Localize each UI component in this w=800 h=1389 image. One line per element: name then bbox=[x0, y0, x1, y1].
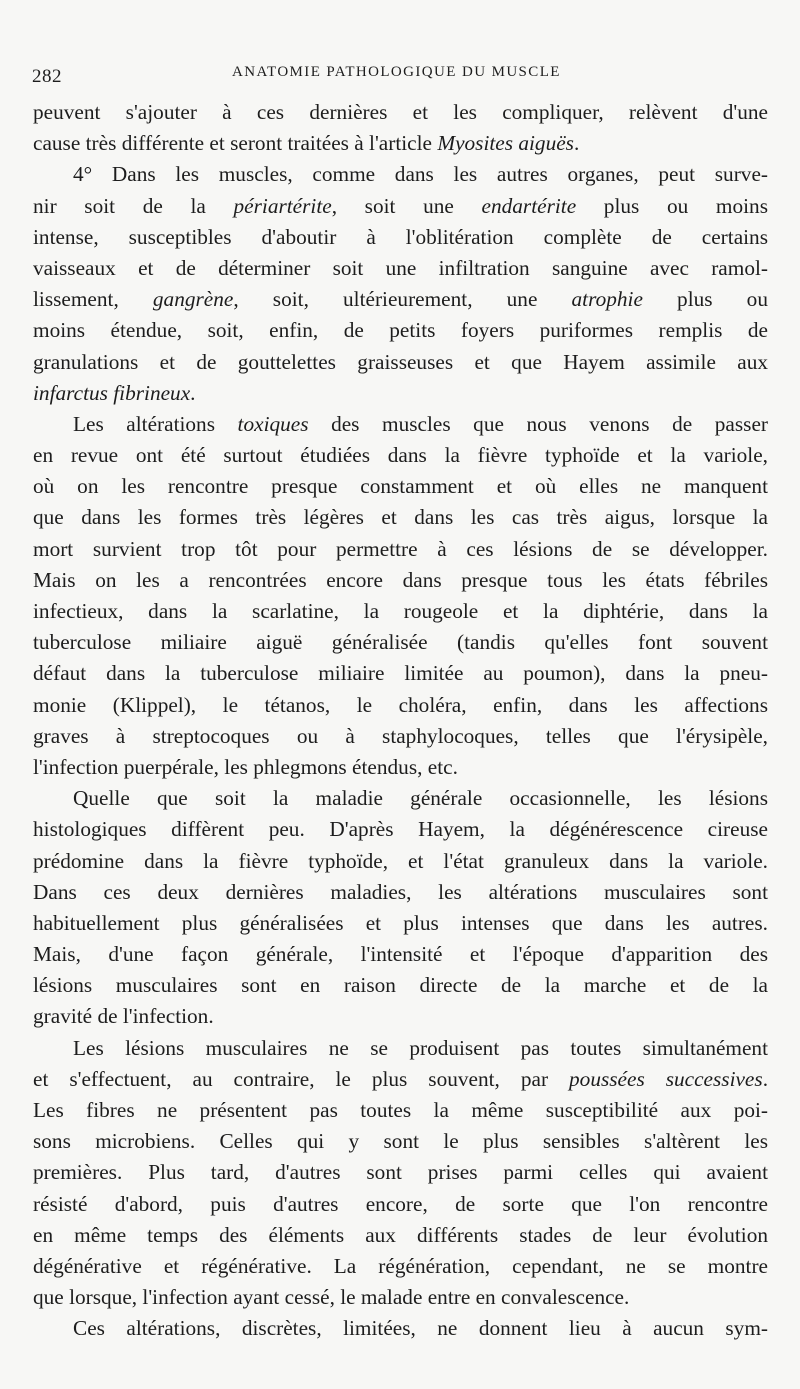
text-segment: tuberculose miliaire aiguë généralisée (tandis qu'elles font souvent bbox=[33, 630, 768, 655]
text-line bbox=[33, 814, 768, 845]
text-segment: en revue ont été surtout étudiées dans la fièvre typhoïde et la variole, bbox=[33, 443, 768, 468]
text-segment: , soit une bbox=[331, 193, 482, 218]
text-line bbox=[33, 596, 768, 627]
text-segment: sons microbiens. Celles qui y sont le plus sensibles s'altèrent les bbox=[33, 1129, 768, 1154]
italic-text: endartérite bbox=[481, 193, 577, 218]
text-line bbox=[33, 939, 768, 970]
text-segment: défaut dans la tuberculose miliaire limitée au poumon), dans la pneu- bbox=[33, 661, 768, 686]
text-segment: plus ou bbox=[642, 287, 768, 312]
text-segment: prédomine dans la fièvre typhoïde, et l'état granuleux dans la variole. bbox=[33, 848, 768, 873]
text-segment: lésions musculaires sont en raison directe de la marche et de la bbox=[33, 973, 768, 998]
text-line bbox=[33, 1157, 768, 1188]
text-line bbox=[33, 721, 768, 752]
text-segment: habituellement plus généralisées et plus intenses que dans les autres. bbox=[33, 910, 768, 935]
text-segment: Mais on les a rencontrées encore dans presque tous les états fébriles bbox=[33, 567, 768, 592]
text-segment: histologiques diffèrent peu. D'après Hayem, la dégénérescence cireuse bbox=[33, 817, 768, 842]
text-line bbox=[33, 752, 768, 783]
text-segment: gravité de l'infection. bbox=[33, 1004, 214, 1029]
text-segment: plus ou moins bbox=[576, 193, 768, 218]
text-line bbox=[33, 284, 768, 315]
text-segment: où on les rencontre presque constamment et où elles ne manquent bbox=[33, 474, 768, 499]
running-head bbox=[32, 62, 760, 86]
text-segment: vaisseaux et de déterminer soit une infiltration sanguine avec ramol- bbox=[33, 255, 768, 280]
text-segment: Dans ces deux dernières maladies, les altérations musculaires sont bbox=[33, 879, 768, 904]
text-line bbox=[33, 1282, 768, 1313]
italic-text: infarctus fibrineux bbox=[33, 380, 191, 405]
text-segment: infectieux, dans la scarlatine, la rougeole et la diphtérie, dans la bbox=[33, 599, 768, 623]
text-line bbox=[33, 1001, 768, 1032]
text-line bbox=[33, 315, 768, 346]
body-text bbox=[33, 97, 768, 1345]
text-segment: . bbox=[190, 380, 196, 405]
text-line bbox=[33, 502, 768, 533]
text-segment: résisté d'abord, puis d'autres encore, de sorte que l'on rencontre bbox=[33, 1191, 768, 1216]
text-segment: . bbox=[762, 1066, 769, 1091]
text-segment: Mais, d'une façon générale, l'intensité et l'époque d'apparition des bbox=[33, 942, 768, 967]
text-segment: que lorsque, l'infection ayant cessé, le malade entre en convalescence. bbox=[33, 1285, 630, 1310]
text-line bbox=[33, 1313, 768, 1344]
text-line bbox=[33, 846, 768, 877]
text-line bbox=[33, 440, 768, 471]
text-line bbox=[33, 1189, 768, 1220]
text-segment: que dans les formes très légères et dans les cas très aigus, lorsque la bbox=[33, 505, 768, 530]
text-segment: . bbox=[573, 131, 580, 156]
text-segment: mort survient trop tôt pour permettre à ces lésions de se développer. bbox=[33, 536, 768, 561]
text-segment: Ces altérations, discrètes, limitées, ne donnent lieu à aucun sym- bbox=[73, 1316, 768, 1341]
text-line bbox=[33, 565, 768, 596]
text-line bbox=[33, 908, 768, 939]
text-line bbox=[33, 690, 768, 721]
text-segment: Les fibres ne présentent pas toutes la même susceptibilité aux poi- bbox=[33, 1098, 768, 1122]
text-line bbox=[33, 222, 768, 253]
text-line bbox=[33, 1220, 768, 1251]
text-segment: granulations et de gouttelettes graisseuses et que Hayem assimile aux bbox=[33, 349, 768, 374]
text-segment: cause très différente et seront traitées à l'article bbox=[33, 131, 438, 156]
page-number: 282 bbox=[32, 66, 62, 87]
running-title: ANATOMIE PATHOLOGIQUE DU MUSCLE bbox=[232, 64, 561, 80]
text-segment: dégénérative et régénérative. La régénération, cependant, ne se montre bbox=[33, 1253, 768, 1278]
text-segment: Quelle que soit la maladie générale occasionnelle, les lésions bbox=[73, 786, 768, 811]
text-line bbox=[33, 471, 768, 502]
text-segment: graves à streptocoques ou à staphylocoques, telles que l'érysipèle, bbox=[33, 723, 768, 748]
text-line bbox=[33, 1033, 768, 1064]
text-line bbox=[33, 1095, 768, 1126]
text-line bbox=[33, 970, 768, 1001]
text-segment: premières. Plus tard, d'autres sont prises parmi celles qui avaient bbox=[33, 1160, 768, 1185]
italic-text: gangrène bbox=[152, 287, 234, 312]
text-segment: intense, susceptibles d'aboutir à l'oblitération complète de certains bbox=[33, 224, 768, 249]
italic-text: atrophie bbox=[571, 287, 643, 312]
italic-text: toxiques bbox=[237, 411, 309, 436]
text-line bbox=[33, 783, 768, 814]
text-line bbox=[33, 191, 768, 222]
italic-text: périartérite bbox=[233, 193, 332, 218]
italic-text: Myosites aiguës bbox=[437, 131, 574, 156]
text-line bbox=[33, 658, 768, 689]
italic-text: poussées successives bbox=[569, 1066, 763, 1091]
text-line bbox=[33, 1126, 768, 1157]
text-line bbox=[33, 97, 768, 128]
text-segment: monie (Klippel), le tétanos, le choléra, enfin, dans les affections bbox=[33, 692, 768, 717]
text-segment: des muscles que nous venons de passer bbox=[308, 411, 768, 436]
text-segment: moins étendue, soit, enfin, de petits foyers puriformes remplis de bbox=[33, 318, 768, 343]
text-line bbox=[33, 534, 768, 565]
text-segment: peuvent s'ajouter à ces dernières et les compliquer, relèvent d'une bbox=[33, 100, 768, 124]
text-line bbox=[33, 128, 768, 159]
text-segment: , soit, ultérieurement, une bbox=[233, 287, 572, 312]
text-segment: nir soit de la bbox=[33, 193, 234, 218]
text-segment: l'infection puerpérale, les phlegmons étendus, etc. bbox=[33, 754, 458, 779]
text-line bbox=[33, 877, 768, 908]
text-line bbox=[33, 347, 768, 378]
text-line bbox=[33, 409, 768, 440]
text-line bbox=[33, 378, 768, 409]
text-line bbox=[33, 1251, 768, 1282]
text-segment: Les altérations bbox=[73, 411, 238, 436]
text-line bbox=[33, 627, 768, 658]
text-line bbox=[33, 159, 768, 190]
text-segment: Les lésions musculaires ne se produisent pas toutes simultanément bbox=[73, 1035, 768, 1060]
text-segment: 4° Dans les muscles, comme dans les autres organes, peut surve- bbox=[73, 162, 768, 187]
text-line bbox=[33, 253, 768, 284]
text-segment: en même temps des éléments aux différents stades de leur évolution bbox=[33, 1222, 768, 1247]
text-line bbox=[33, 1064, 768, 1095]
text-segment: et s'effectuent, au contraire, le plus souvent, par bbox=[33, 1066, 570, 1091]
text-segment: lissement, bbox=[33, 287, 153, 312]
